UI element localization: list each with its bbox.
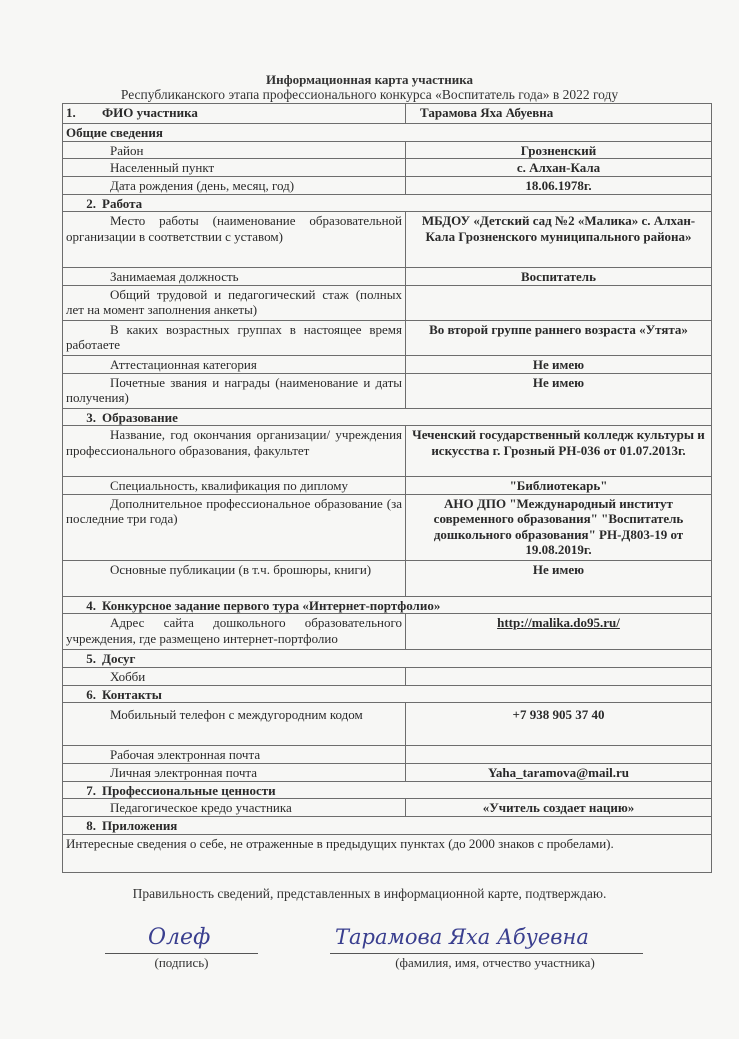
name-line (330, 953, 643, 954)
personal-email-label: Личная электронная почта (63, 763, 406, 781)
signature-line (105, 953, 258, 954)
general-info-heading: Общие сведения (63, 124, 712, 142)
section-general-row (63, 124, 712, 142)
workplace-value: МБДОУ «Детский сад №2 «Малика» с. Алхан-Кала Грозненского муниципального района» (406, 212, 712, 268)
section-values-row (63, 781, 712, 799)
website-value (406, 614, 712, 650)
table-row-credo (63, 799, 712, 817)
attestation-label: Аттестационная категория (63, 355, 406, 373)
age-groups-label: В каких возрастных группах в настоящее время работаете (63, 320, 406, 355)
work-email-label: Рабочая электронная почта (63, 746, 406, 764)
section-contacts-row (63, 685, 712, 703)
section-contest-row (63, 596, 712, 614)
experience-label: Общий трудовой и педагогический стаж (полных лет на момент заполнения анкеты) (63, 285, 406, 320)
table-row-mobile (63, 703, 712, 746)
district-value: Грозненский (406, 141, 712, 159)
specialty-label: Специальность, квалификация по диплому (63, 477, 406, 495)
mobile-label: Мобильный телефон с междугородним кодом (63, 703, 406, 746)
attestation-value: Не имею (406, 355, 712, 373)
section-values-heading: 7. Профессиональные ценности (63, 781, 712, 799)
name-caption: (фамилия, имя, отчество участника) (395, 955, 595, 970)
mobile-value: +7 938 905 37 40 (406, 703, 712, 746)
credo-label: Педагогическое кредо участника (63, 799, 406, 817)
table-row-district (63, 141, 712, 159)
additional-education-value: АНО ДПО "Международный институт современного образования" "Воспитатель дошкольного образования" РН-Д803-19 от 19.08.2019г. (406, 494, 712, 560)
education-name-value: Чеченский государственный колледж культуры и искусства г. Грозный РН-036 от 01.07.2013г. (406, 426, 712, 477)
section-work-heading: 2. Работа (63, 194, 712, 212)
section-work-row (63, 194, 712, 212)
section-number: 1. (66, 105, 76, 120)
experience-value (406, 285, 712, 320)
section-contest-heading: 4. Конкурсное задание первого тура «Интернет-портфолио» (63, 596, 712, 614)
table-row-position (63, 268, 712, 286)
interesting-info-label: Интересные сведения о себе, не отраженные в предыдущих пунктах (до 2000 знаков с пробелами). (63, 834, 712, 872)
confirmation-statement: Правильность сведений, представленных в информационной карте, подтверждаю. (132, 886, 607, 901)
personal-email-value: Yaha_taramova@mail.ru (406, 763, 712, 781)
table-row-personal-email (63, 763, 712, 781)
locality-label: Населенный пункт (63, 159, 406, 177)
hobby-label: Хобби (63, 667, 406, 685)
signature-handwriting: Олеф (148, 925, 211, 950)
credo-value: «Учитель создает нацию» (406, 799, 712, 817)
fio-value: Тарамова Яха Абуевна (406, 104, 712, 124)
awards-label: Почетные звания и награды (наименование и даты получения) (63, 373, 406, 408)
section-appendix-row (63, 817, 712, 835)
publications-value: Не имею (406, 560, 712, 596)
table-row-additional-education (63, 494, 712, 560)
section-fio-row (63, 104, 712, 124)
section-fio-label: 1. ФИО участника (63, 104, 406, 124)
additional-education-label: Дополнительное профессиональное образование (за последние три года) (63, 494, 406, 560)
publications-label: Основные публикации (в т.ч. брошюры, книги) (63, 560, 406, 596)
document-title: Информационная карта участника (265, 72, 474, 87)
position-label: Занимаемая должность (63, 268, 406, 286)
name-handwriting: Тарамова Яха Абуевна (335, 925, 589, 949)
work-email-value (406, 746, 712, 764)
section-leisure-heading: 5. Досуг (63, 650, 712, 668)
section-education-heading: 3. Образование (63, 408, 712, 426)
table-row-locality (63, 159, 712, 177)
awards-value: Не имею (406, 373, 712, 408)
birthdate-value: 18.06.1978г. (406, 176, 712, 194)
age-groups-value: Во второй группе раннего возраста «Утята» (406, 320, 712, 355)
participant-info-table (62, 103, 712, 873)
table-row-awards (63, 373, 712, 408)
table-row-specialty (63, 477, 712, 495)
table-row-age-groups (63, 320, 712, 355)
district-label: Район (63, 141, 406, 159)
table-row-work-email (63, 746, 712, 764)
workplace-label: Место работы (наименование образовательной организации в соответствии с уставом) (63, 212, 406, 268)
section-education-row (63, 408, 712, 426)
section-appendix-heading: 8. Приложения (63, 817, 712, 835)
table-row-attestation (63, 355, 712, 373)
table-row-website (63, 614, 712, 650)
birthdate-label: Дата рождения (день, месяц, год) (63, 176, 406, 194)
website-label: Адрес сайта дошкольного образовательного учреждения, где размещено интернет-портфолио (63, 614, 406, 650)
section-leisure-row (63, 650, 712, 668)
table-row-workplace (63, 212, 712, 268)
document-subtitle: Республиканского этапа профессионального конкурса «Воспитатель года» в 2022 году (120, 87, 619, 102)
locality-value: с. Алхан-Кала (406, 159, 712, 177)
education-name-label: Название, год окончания организации/ учреждения профессионального образования, факультет (63, 426, 406, 477)
signature-caption: (подпись) (154, 955, 209, 970)
table-row-hobby (63, 667, 712, 685)
website-link[interactable]: http://malika.do95.ru/ (497, 615, 620, 630)
specialty-value: "Библиотекарь" (406, 477, 712, 495)
table-row-publications (63, 560, 712, 596)
table-row-interesting (63, 834, 712, 872)
section-contacts-heading: 6. Контакты (63, 685, 712, 703)
hobby-value (406, 667, 712, 685)
table-row-birthdate (63, 176, 712, 194)
table-row-education-name (63, 426, 712, 477)
position-value: Воспитатель (406, 268, 712, 286)
table-row-experience (63, 285, 712, 320)
